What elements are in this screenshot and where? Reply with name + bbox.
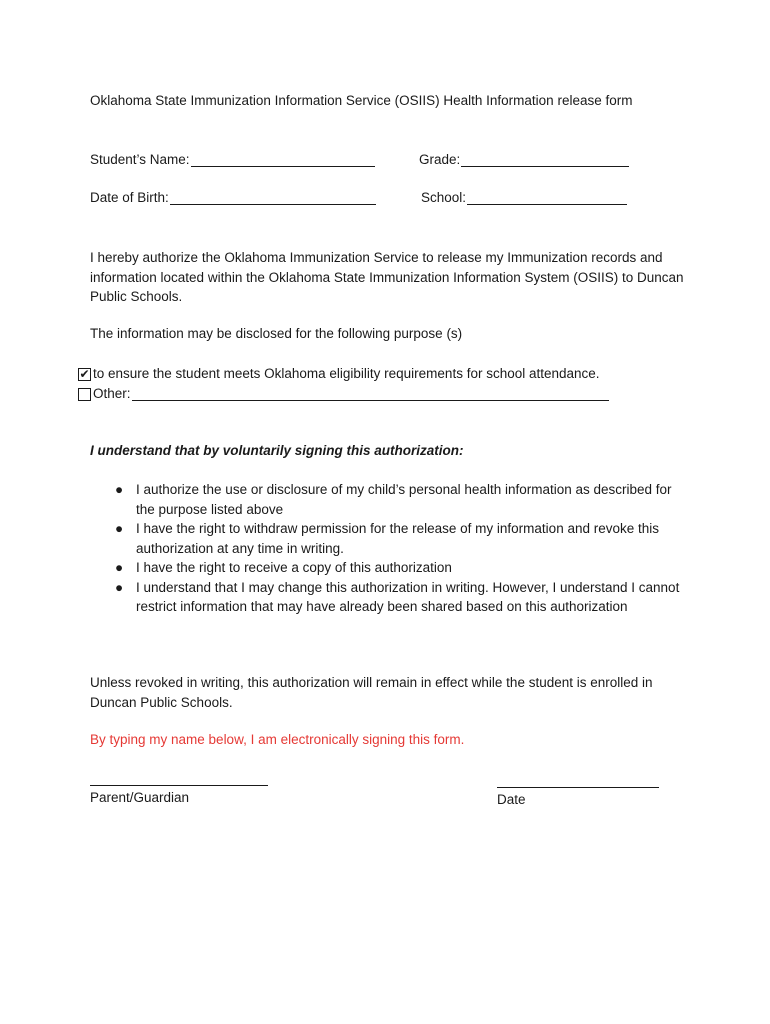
grade-field[interactable] <box>419 152 629 167</box>
bullet-icon: ● <box>115 482 124 497</box>
list-item <box>90 480 690 519</box>
list-item <box>90 558 690 578</box>
student-name-field[interactable] <box>90 152 375 167</box>
bullet-text: I have the right to receive a copy of this authorization <box>136 560 452 575</box>
date-signature-line[interactable] <box>497 787 659 788</box>
list-item <box>90 578 690 617</box>
school-label: School: <box>421 190 467 205</box>
revocation-paragraph: Unless revoked in writing, this authorization will remain in effect while the student is enrolled in Duncan Public Schools. <box>90 675 653 710</box>
bullet-icon: ● <box>115 579 124 595</box>
dob-field[interactable] <box>90 190 376 205</box>
purpose-option-label: to ensure the student meets Oklahoma eligibility requirements for school attendance. <box>93 365 600 381</box>
esign-notice: By typing my name below, I am electronically signing this form. <box>90 732 465 747</box>
form-title: Oklahoma State Immunization Information Service (OSIIS) Health Information release form <box>90 93 633 108</box>
purpose-other-label: Other: <box>93 385 131 401</box>
list-item <box>90 519 690 558</box>
purpose-intro: The information may be disclosed for the following purpose (s) <box>90 326 463 341</box>
purpose-option-other[interactable] <box>78 384 609 402</box>
guardian-label: Parent/Guardian <box>90 790 190 805</box>
grade-label: Grade: <box>419 152 461 167</box>
guardian-signature-line[interactable] <box>90 785 268 786</box>
bullet-text: I have the right to withdraw permission for the release of my information and revoke this authorization at any time in writing. <box>136 521 659 556</box>
student-name-input-line[interactable] <box>191 152 375 167</box>
bullet-text: I authorize the use or disclosure of my child’s personal health information as described for the purpose listed above <box>136 482 672 517</box>
school-field[interactable] <box>421 190 627 205</box>
bullet-text: I understand that I may change this authorization in writing. However, I understand I cannot restrict information that may have already been shared based on this authorization <box>136 579 680 614</box>
date-label: Date <box>497 792 526 807</box>
purpose-option-school-attendance[interactable] <box>78 364 600 382</box>
purpose-checkbox-checked[interactable]: ✔ <box>79 367 90 381</box>
dob-label: Date of Birth: <box>90 190 169 205</box>
authorization-paragraph: I hereby authorize the Oklahoma Immunization Service to release my Immunization records and information located within the Oklahoma State Immunization Information System (OSIIS) to Duncan Public Schools. <box>90 250 684 304</box>
understand-heading: I understand that by voluntarily signing this authorization: <box>90 443 464 458</box>
dob-input-line[interactable] <box>170 190 376 205</box>
bullet-icon: ● <box>115 560 124 575</box>
purpose-checkbox-unchecked[interactable] <box>78 388 91 401</box>
grade-input-line[interactable] <box>461 152 629 167</box>
school-input-line[interactable] <box>467 190 627 205</box>
student-name-label: Student’s Name: <box>90 152 190 167</box>
purpose-other-input-line[interactable] <box>132 386 609 401</box>
bullet-icon: ● <box>115 521 124 536</box>
authorization-bullet-list <box>90 480 690 617</box>
